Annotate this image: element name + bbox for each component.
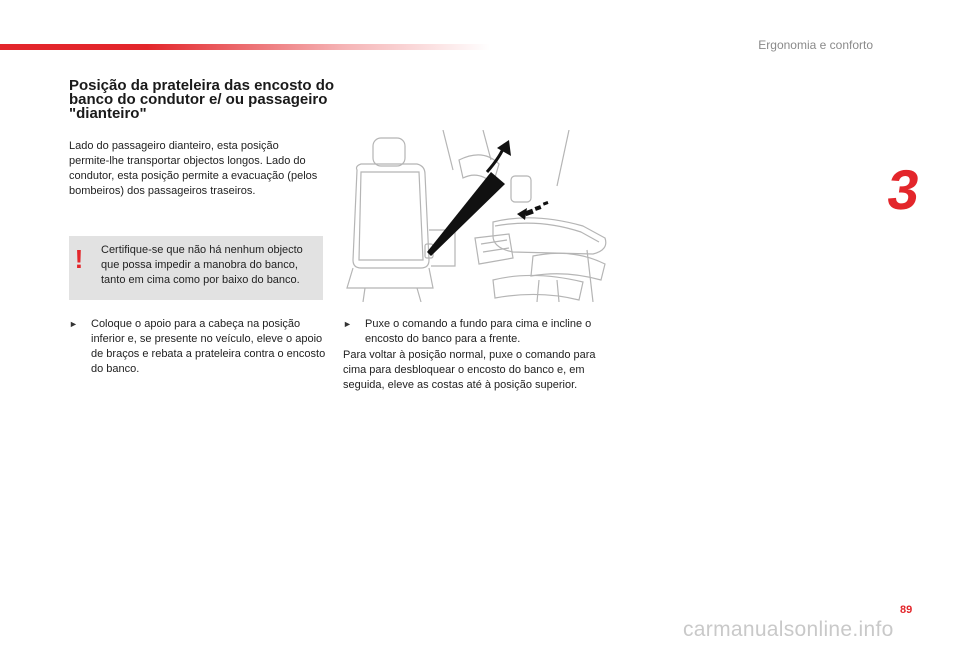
pointer-arrow-icon [427, 172, 505, 256]
page-number: 89 [900, 604, 913, 616]
step-2 [343, 317, 601, 347]
header-accent-bar [0, 44, 490, 50]
intro-paragraph: Lado do passageiro dianteiro, esta posição permite-lhe transportar objectos longos. Lado do condutor, esta posição permite a evacuação (pelos bombeiros) dos passageiros traseiros. [69, 140, 318, 197]
step-1-text: Coloque o apoio para a cabeça na posição inferior e, se presente no veículo, eleve o apoio de braços e rebata a prateleira contra o encosto do banco. [91, 318, 326, 375]
forward-arrow-icon [517, 201, 549, 220]
step-2-continuation: Para voltar à posição normal, puxe o comando para cima para desbloquear o encosto do banco e, em seguida, eleve as costas até à posição superior. [343, 349, 596, 391]
section-title: Posição da prateleira das encosto do banco do condutor e/ ou passageiro "dianteiro" [69, 77, 335, 122]
watermark: carmanualsonline.info [683, 618, 894, 641]
chapter-title: Ergonomia e conforto [758, 38, 873, 52]
seat-illustration [343, 130, 613, 302]
chapter-number: 3 [883, 158, 924, 221]
step-2-text: Puxe o comando a fundo para cima e incline o encosto do banco para a frente. [365, 318, 592, 345]
exclamation-icon: ! [74, 244, 84, 274]
step-1 [69, 317, 327, 377]
warning-text: Certifique-se que não há nenhum objecto que possa impedir a manobra do banco, tanto em cima como por baixo do banco. [101, 244, 303, 286]
arrow-right-icon: ► [343, 319, 352, 329]
warning-box [69, 236, 323, 300]
seat-drawing-left [347, 138, 455, 302]
arrow-right-icon: ► [69, 319, 78, 329]
